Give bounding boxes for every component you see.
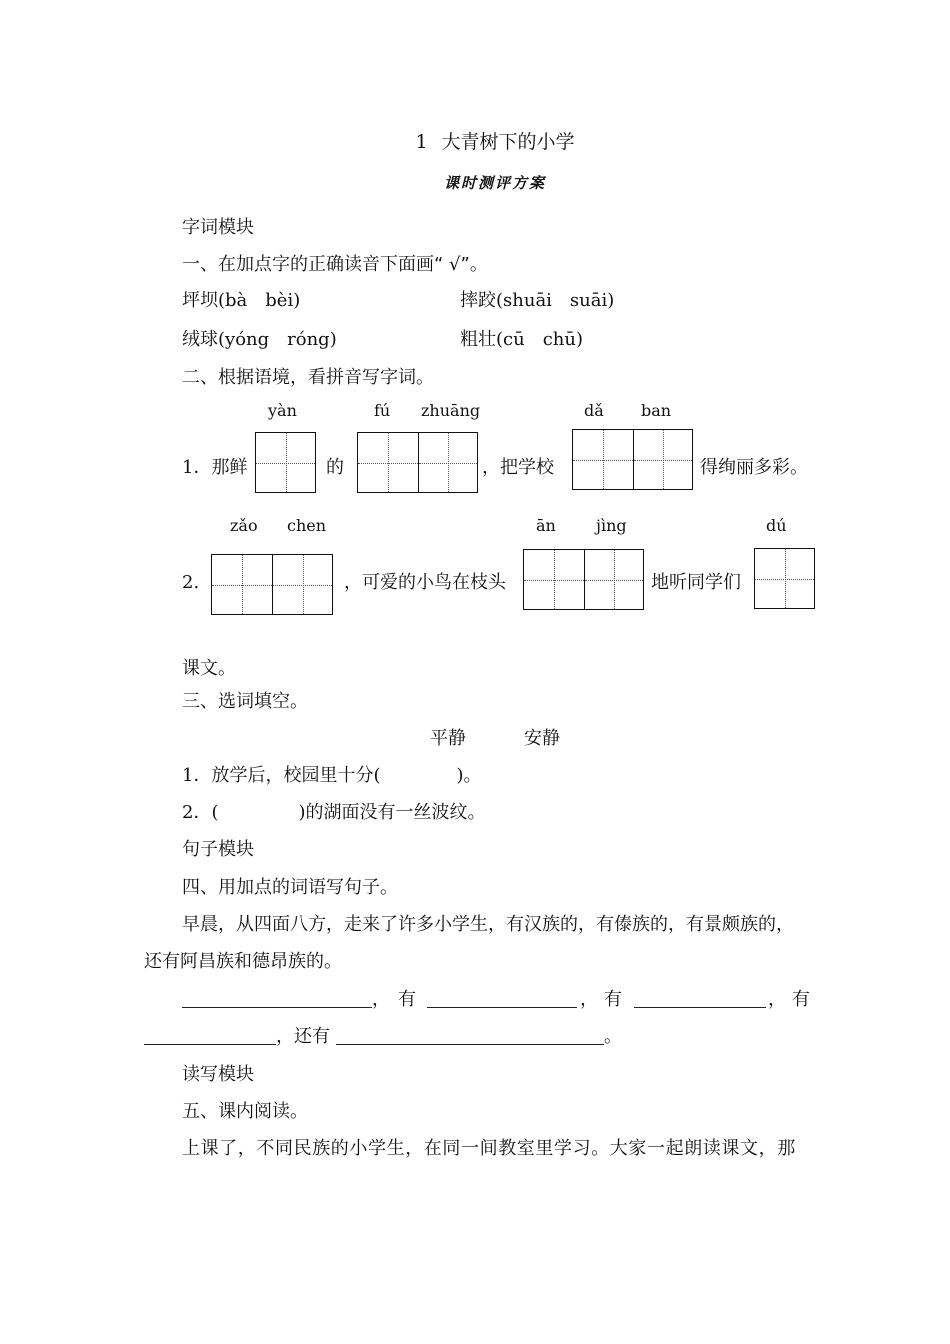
q4-comma-1: ， [372,989,390,1010]
q3-item-1 [182,767,482,785]
q1-heading: 一、在加点字的正确读音下面画“ √”。 [182,254,488,275]
q2-heading: 二、根据语境，看拼音写字词。 [182,367,434,388]
q3-heading: 三、选词填空。 [182,691,308,712]
pinyin-zao: zǎo [230,516,258,535]
lesson-number: 1 [415,131,428,153]
q5-heading: 五、课内阅读。 [182,1101,308,1122]
writing-grid-anjing[interactable] [523,549,644,610]
q4-answer-blank-4[interactable] [144,1028,276,1045]
q1-item-1: 坪坝(bà bèi) [182,290,301,311]
q4-paragraph-line2: 还有阿昌族和德昂族的。 [144,951,342,972]
q4-you-2: 有 [604,989,622,1010]
q3-item-2 [182,804,486,822]
pinyin-ban: ban [641,401,672,420]
q4-haiyou: ，还有 [276,1026,330,1047]
pinyin-chen: chen [287,516,327,535]
section-header-vocab: 字词模块 [182,217,254,238]
writing-grid-yan[interactable] [255,432,316,493]
q2-line1-text1: 的 [326,457,344,478]
q2-line1-prefix: 1．那鲜 [182,457,248,478]
q2-line1-text3: 得绚丽多彩。 [700,457,808,478]
q4-answer-blank-5[interactable] [336,1028,604,1045]
q3-item-1-pre: 1．放学后，校园里十分( [182,765,381,786]
q4-you-1: 有 [398,989,416,1010]
section-header-reading: 读写模块 [182,1064,254,1085]
q4-period: 。 [604,1026,622,1047]
lesson-title: 大青树下的小学 [441,131,575,153]
q3-item-2-post: )的湖面没有一丝波纹。 [298,802,486,823]
pinyin-yan: yàn [268,401,297,420]
q4-answer-blank-1[interactable] [182,991,372,1008]
q2-line2-tail: 课文。 [182,658,236,679]
q4-heading: 四、用加点的词语写句子。 [182,877,398,898]
writing-grid-daban[interactable] [572,429,693,490]
q2-line2-prefix: 2. [182,572,200,593]
writing-grid-fuzhuang[interactable] [357,432,478,493]
q4-comma-2: ， [580,989,598,1010]
q1-item-2: 摔跤(shuāi suāi) [460,290,615,311]
pinyin-du: dú [766,516,787,535]
q3-item-1-post: )。 [456,765,482,786]
pinyin-zhuang: zhuāng [421,401,481,420]
page-subtitle: 课时测评方案 [443,174,546,192]
section-header-sentence: 句子模块 [182,839,254,860]
q2-line2-text1: ，可爱的小鸟在枝头 [344,572,506,593]
q3-option-1: 平静 [430,728,466,749]
q2-line1-text2: ，把学校 [482,457,554,478]
pinyin-fu: fú [374,401,391,420]
q4-answer-blank-3[interactable] [634,991,766,1008]
q2-line2-text2: 地听同学们 [651,572,741,593]
pinyin-jing: jìng [596,516,627,535]
q1-item-4: 粗壮(cū chū) [460,329,583,350]
pinyin-an: ān [536,516,556,535]
q5-paragraph-line1: 上课了，不同民族的小学生，在同一间教室里学习。大家一起朗读课文，那 [182,1138,796,1159]
q4-comma-3: ， [768,989,786,1010]
pinyin-da: dǎ [584,401,604,420]
q3-option-2: 安静 [524,728,560,749]
q3-item-2-pre: 2．( [182,802,219,823]
q4-you-3: 有 [792,989,810,1010]
q1-item-3: 绒球(yóng róng) [182,329,337,350]
writing-grid-du[interactable] [754,548,815,609]
page-title [0,133,950,152]
q4-answer-blank-2[interactable] [427,991,577,1008]
writing-grid-zaochen[interactable] [211,554,333,615]
q4-paragraph-line1: 早晨，从四面八方，走来了许多小学生，有汉族的，有傣族的，有景颇族的， [182,914,794,935]
